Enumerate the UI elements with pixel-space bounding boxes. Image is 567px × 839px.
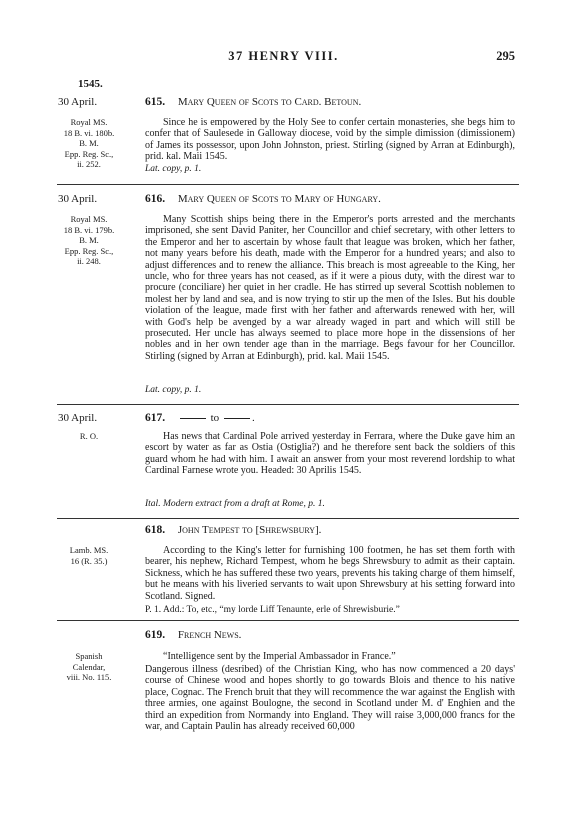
ref-line: B. M. bbox=[79, 235, 99, 245]
entry-title bbox=[178, 412, 255, 424]
page-header bbox=[0, 49, 567, 65]
entry-body: Dangerous illness (desribed) of the Christian King, who has now commenced a 20 days' course of Chinese wood and hopes shortly to go towards Blois and thence to his native place, Cognac. The French bruit that they will recommence the war against the English with three armies, one against Boulogne, the second in Scotland under M. d' Enghien and the third an expedition from Normandy into England. They will raise 3,000,000 francs for the war, and Captain Paulin has already received 60,000 bbox=[145, 664, 515, 733]
entry-number: 617. bbox=[145, 412, 166, 424]
divider bbox=[57, 620, 519, 621]
entry-date: 30 April. bbox=[58, 412, 98, 424]
entry-number: 615. bbox=[145, 96, 166, 108]
entry-heading bbox=[145, 524, 321, 536]
divider bbox=[57, 184, 519, 185]
ref-line: Lamb. MS. bbox=[69, 545, 109, 555]
entry-references bbox=[40, 651, 138, 683]
entry-body: According to the King's letter for furnishing 100 footmen, he has set them forth with bearer, his nephew, Richard Tempest, whom he begs Shrewsbury to admit as their captain. Sickness, which he has suffered these two years, prevents his taking charge of them himself, but he means with his liveried servants to wait upon Shrewsbury at his setting forward into Scotland. Signed. bbox=[145, 545, 515, 602]
year-label: 1545. bbox=[78, 78, 103, 90]
entry-note: Lat. copy, p. 1. bbox=[145, 164, 202, 174]
entry-body: Has news that Cardinal Pole arrived yesterday in Ferrara, where the Duke gave him an escort by water as far as Ostia (Ostiglia?) and he therefore sent back the soldiers of this guard whom he had with him. I await an answer from your most reverend lordship to what Cardinal Farnese wrote you. Headed: 30 Aprilis 1545. bbox=[145, 431, 515, 477]
entry-references bbox=[40, 545, 138, 566]
ref-line: Royal MS. bbox=[70, 117, 108, 127]
heading-word: to bbox=[210, 412, 220, 424]
ref-line: Spanish bbox=[75, 651, 103, 661]
entry-note: Ital. Modern extract from a draft at Rome, p. 1. bbox=[145, 499, 325, 509]
ref-line: ii. 248. bbox=[77, 256, 101, 266]
entry-body: Many Scottish ships being there in the Emperor's ports arrested and the merchants imprisoned, she sent David Paniter, her Councillor and chief secretary, with other letters to the Emperor and her to ascertain by whose fault that league was broken, which her father, not many years before his death, made with the Emperor for a hundred years; and also to adjust differences and to renew the alliance. This breach is most agreeable to the King, her uncle, who for three years has not ceased, as if it were a pious duty, with the direst war to procure (conciliare) her quiet in her cradle. He has stirred up several Scottish noblemen to molest her by land and sea, and is now trying to stir up the men of the Isles. But his double violation of the league, made first with her father and afterwards renewed with her, will with God's help be avenged by a war already waged in part and which will still be prosecuted. Her uncle has always seemed to place more hope in the dissensions of her nobles and in her own tender age than in the marriage. Begs favour for her Councillor. Stirling (signed by Arran at Edinburgh), prid. kal. Maii 1545. bbox=[145, 214, 515, 362]
ref-line: viii. No. 115. bbox=[66, 672, 112, 682]
entry-body: Since he is empowered by the Holy See to confer certain monasteries, she begs him to confer that of Saulesede in Galloway diocese, void by the simple dimission (dimissionem) of James its possessor, upon John Johnston, priest. Stirling (signed by Arran at Edinburgh), prid. kal. Maii 1545. bbox=[145, 117, 515, 163]
entry-number: 616. bbox=[145, 193, 166, 205]
entry-heading bbox=[145, 96, 361, 108]
entry-note: Lat. copy, p. 1. bbox=[145, 385, 202, 395]
entry-title: Mary Queen of Scots to Mary of Hungary. bbox=[177, 193, 381, 205]
entry-references bbox=[40, 117, 138, 170]
ref-line: 18 B. vi. 179b. bbox=[63, 224, 115, 235]
entry-title: Mary Queen of Scots to Card. Betoun. bbox=[177, 96, 362, 108]
entry-number: 618. bbox=[145, 524, 166, 536]
entry-references bbox=[40, 214, 138, 267]
entry-heading bbox=[145, 629, 241, 641]
ref-line: Epp. Reg. Sc., bbox=[64, 245, 114, 256]
divider bbox=[57, 404, 519, 405]
entry-number: 619. bbox=[145, 629, 166, 641]
ref-line: Calendar, bbox=[72, 661, 106, 672]
heading-punct: . bbox=[251, 412, 255, 424]
entry-subhead: “Intelligence sent by the Imperial Ambassador in France.” bbox=[163, 651, 396, 662]
ref-line: B. M. bbox=[79, 138, 99, 148]
entry-date: 30 April. bbox=[58, 96, 98, 108]
ref-line: 18 B. vi. 180b. bbox=[63, 127, 115, 138]
entry-note: P. 1. Add.: To, etc., “my lorde Liff Tenaunte, erle of Shrewisburie.” bbox=[145, 605, 400, 615]
ref-line: Royal MS. bbox=[70, 214, 108, 224]
divider bbox=[57, 518, 519, 519]
entry-heading bbox=[145, 412, 255, 424]
ref-line: Epp. Reg. Sc., bbox=[64, 148, 114, 159]
entry-date: 30 April. bbox=[58, 193, 98, 205]
entry-heading bbox=[145, 193, 381, 205]
entry-title: John Tempest to [Shrewsbury]. bbox=[177, 524, 322, 536]
page-number: 295 bbox=[496, 49, 515, 63]
blank-dash bbox=[224, 418, 250, 419]
running-title: 37 HENRY VIII. bbox=[228, 49, 339, 63]
blank-dash bbox=[180, 418, 206, 419]
ref-line: ii. 252. bbox=[77, 159, 101, 169]
entry-title: French News. bbox=[177, 629, 242, 641]
ref-line: 16 (R. 35.) bbox=[70, 555, 108, 566]
ref-line: R. O. bbox=[79, 431, 99, 441]
entry-references bbox=[40, 431, 138, 442]
